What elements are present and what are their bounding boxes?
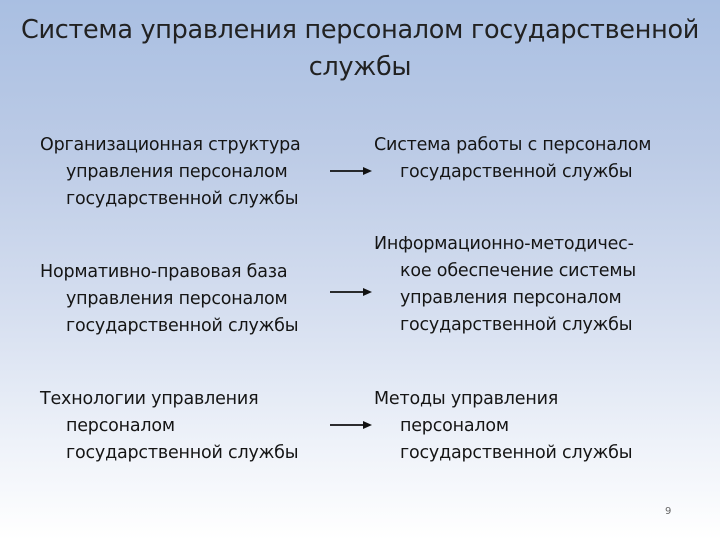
page-number: 9	[665, 506, 672, 517]
left-item-line: персоналом	[66, 416, 175, 436]
left-item-line: Организационная структура	[40, 135, 301, 155]
left-item-line: государственной службы	[66, 189, 299, 209]
left-item-legal-base	[40, 259, 298, 340]
right-item-line: государственной службы	[400, 315, 633, 335]
left-item-technologies	[40, 386, 298, 467]
arrow-icon	[328, 418, 374, 432]
slide-title-line-2: службы	[308, 52, 412, 82]
left-item-line: государственной службы	[66, 443, 299, 463]
arrow-icon	[328, 164, 374, 178]
right-item-line: Система работы с персоналом	[374, 135, 652, 155]
left-item-org-structure	[40, 132, 301, 213]
right-item-line: Информационно-методичес-	[374, 234, 634, 254]
right-item-line: кое обеспечение системы	[400, 261, 636, 281]
right-item-line: государственной службы	[400, 162, 633, 182]
left-item-line: Технологии управления	[40, 389, 259, 409]
left-item-line: управления персоналом	[66, 289, 288, 309]
slide-title	[0, 12, 720, 86]
arrow-icon	[328, 285, 374, 299]
slide-title-line-1: Система управления персоналом государственной	[20, 15, 700, 45]
right-item-methods	[374, 386, 632, 467]
right-item-info-support	[374, 231, 636, 339]
right-item-personnel-system	[374, 132, 651, 186]
left-item-line: государственной службы	[66, 316, 299, 336]
right-item-line: государственной службы	[400, 443, 633, 463]
left-item-line: управления персоналом	[66, 162, 288, 182]
right-item-line: управления персоналом	[400, 288, 622, 308]
right-item-line: персоналом	[400, 416, 509, 436]
right-item-line: Методы управления	[374, 389, 559, 409]
left-item-line: Нормативно-правовая база	[40, 262, 288, 282]
